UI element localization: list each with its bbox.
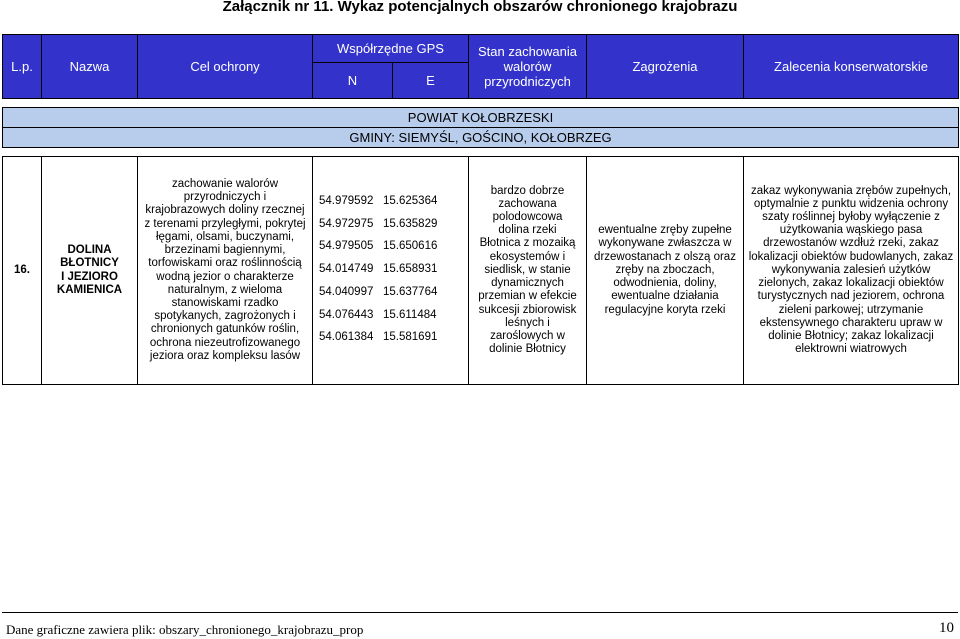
footer-source: Dane graficzne zawiera plik: obszary_chronionego_krajobrazu_prop: [6, 622, 364, 637]
header-stan-zachowania: [469, 35, 587, 99]
coord-row: [319, 305, 468, 328]
cell-zalecenia: zakaz wykonywania zrębów zupełnych, optymalnie z punktu widzenia ochrony szaty roślinnej byłoby wyłączenie z użytkowania wąskiego pasa drzewostanów wzdłuż rzeki, zakaz lokalizacji obiektów budowlanych, zakaz wykonywania zalesień użytków zielonych, zakaz lokalizacji obiektów turystycznych nad jeziorem, ochrona zieleni parkowej; utrzymanie ekstensywnego charakteru upraw w dolinie Błotnicy; zakaz lokalizacji elektrowni wiatrowych: [744, 157, 959, 385]
header-stan-line2: walorów: [503, 59, 552, 74]
coord-n: 54.040997: [319, 285, 374, 298]
coord-e: 15.625364: [383, 194, 438, 207]
header-n: N: [313, 63, 393, 99]
header-lp: L.p.: [3, 35, 42, 99]
coord-e: 15.581691: [383, 331, 438, 344]
nazwa-line2: I JEZIORO: [61, 270, 118, 283]
coord-e: 15.658931: [383, 263, 438, 276]
header-cel-ochrony: Cel ochrony: [138, 35, 313, 99]
gminy-band: GMINY: SIEMYŚL, GOŚCINO, KOŁOBRZEG: [3, 128, 959, 148]
page-number: 10: [939, 620, 954, 636]
footer-divider: [2, 612, 958, 613]
cell-lp: 16.: [3, 157, 42, 385]
page-title: Załącznik nr 11. Wykaz potencjalnych obszarów chronionego krajobrazu: [222, 0, 738, 15]
coord-n: 54.076443: [319, 308, 374, 321]
conservation-table: [2, 34, 959, 385]
coord-row: [319, 259, 468, 282]
coord-n: 54.979505: [319, 240, 374, 253]
header-gps: Współrzędne GPS: [313, 35, 469, 63]
nazwa-line3: KAMIENICA: [56, 283, 123, 296]
header-zagrozenia: Zagrożenia: [587, 35, 744, 99]
coord-row: [319, 214, 468, 237]
coord-row: [319, 191, 468, 214]
coord-row: [319, 327, 468, 350]
coord-e: 15.611484: [383, 308, 437, 321]
coord-e: 15.635829: [383, 217, 438, 230]
coord-n: 54.972975: [319, 217, 374, 230]
coord-e: 15.650616: [383, 240, 438, 253]
cell-nazwa: [42, 157, 138, 385]
coord-row: [319, 282, 468, 305]
header-stan-line1: Stan zachowania: [477, 44, 577, 59]
header-nazwa: Nazwa: [42, 35, 138, 99]
cell-cel-ochrony: zachowanie walorów przyrodniczych i krajobrazowych doliny rzecznej z terenami przyległymi, pokrytej łęgami, olsami, buczynami, brzezinami bagiennymi, torfowiskami oraz roślinnością wodną jezior o charakterze naturalnym, z wieloma stanowiskami rzadko spotykanych, zagrożonych i chronionych gatunków roślin, ochrona niezeutrofizowanego jeziora oraz kompleksu lasów: [138, 157, 313, 385]
cell-zagrozenia: ewentualne zręby zupełne wykonywane zwłaszcza w drzewostanach z olszą oraz zręby na zboczach, odwodnienia, doliny, ewentualne działania regulacyjne koryta rzeki: [587, 157, 744, 385]
powiat-band: POWIAT KOŁOBRZESKI: [3, 108, 959, 128]
header-stan-line3: przyrodniczych: [484, 74, 571, 89]
header-zalecenia: Zalecenia konserwatorskie: [744, 35, 959, 99]
coord-row: [319, 236, 468, 259]
nazwa-line1: DOLINA BŁOTNICY: [60, 244, 119, 270]
coord-e: 15.637764: [383, 285, 438, 298]
header-e: E: [393, 63, 469, 99]
cell-coordinates: [313, 157, 469, 385]
coord-n: 54.979592: [319, 194, 374, 207]
spacer: [3, 99, 959, 108]
coord-n: 54.061384: [319, 331, 374, 344]
spacer: [3, 148, 959, 157]
cell-stan-zachowania: bardzo dobrze zachowana polodowcowa dolina rzeki Błotnica z mozaiką ekosystemów i siedlisk, w stanie dynamicznych przemian w efekcie sukcesji zbiorowisk leśnych i zaroślowych w dolinie Błotnicy: [469, 157, 587, 385]
coord-n: 54.014749: [319, 263, 374, 276]
